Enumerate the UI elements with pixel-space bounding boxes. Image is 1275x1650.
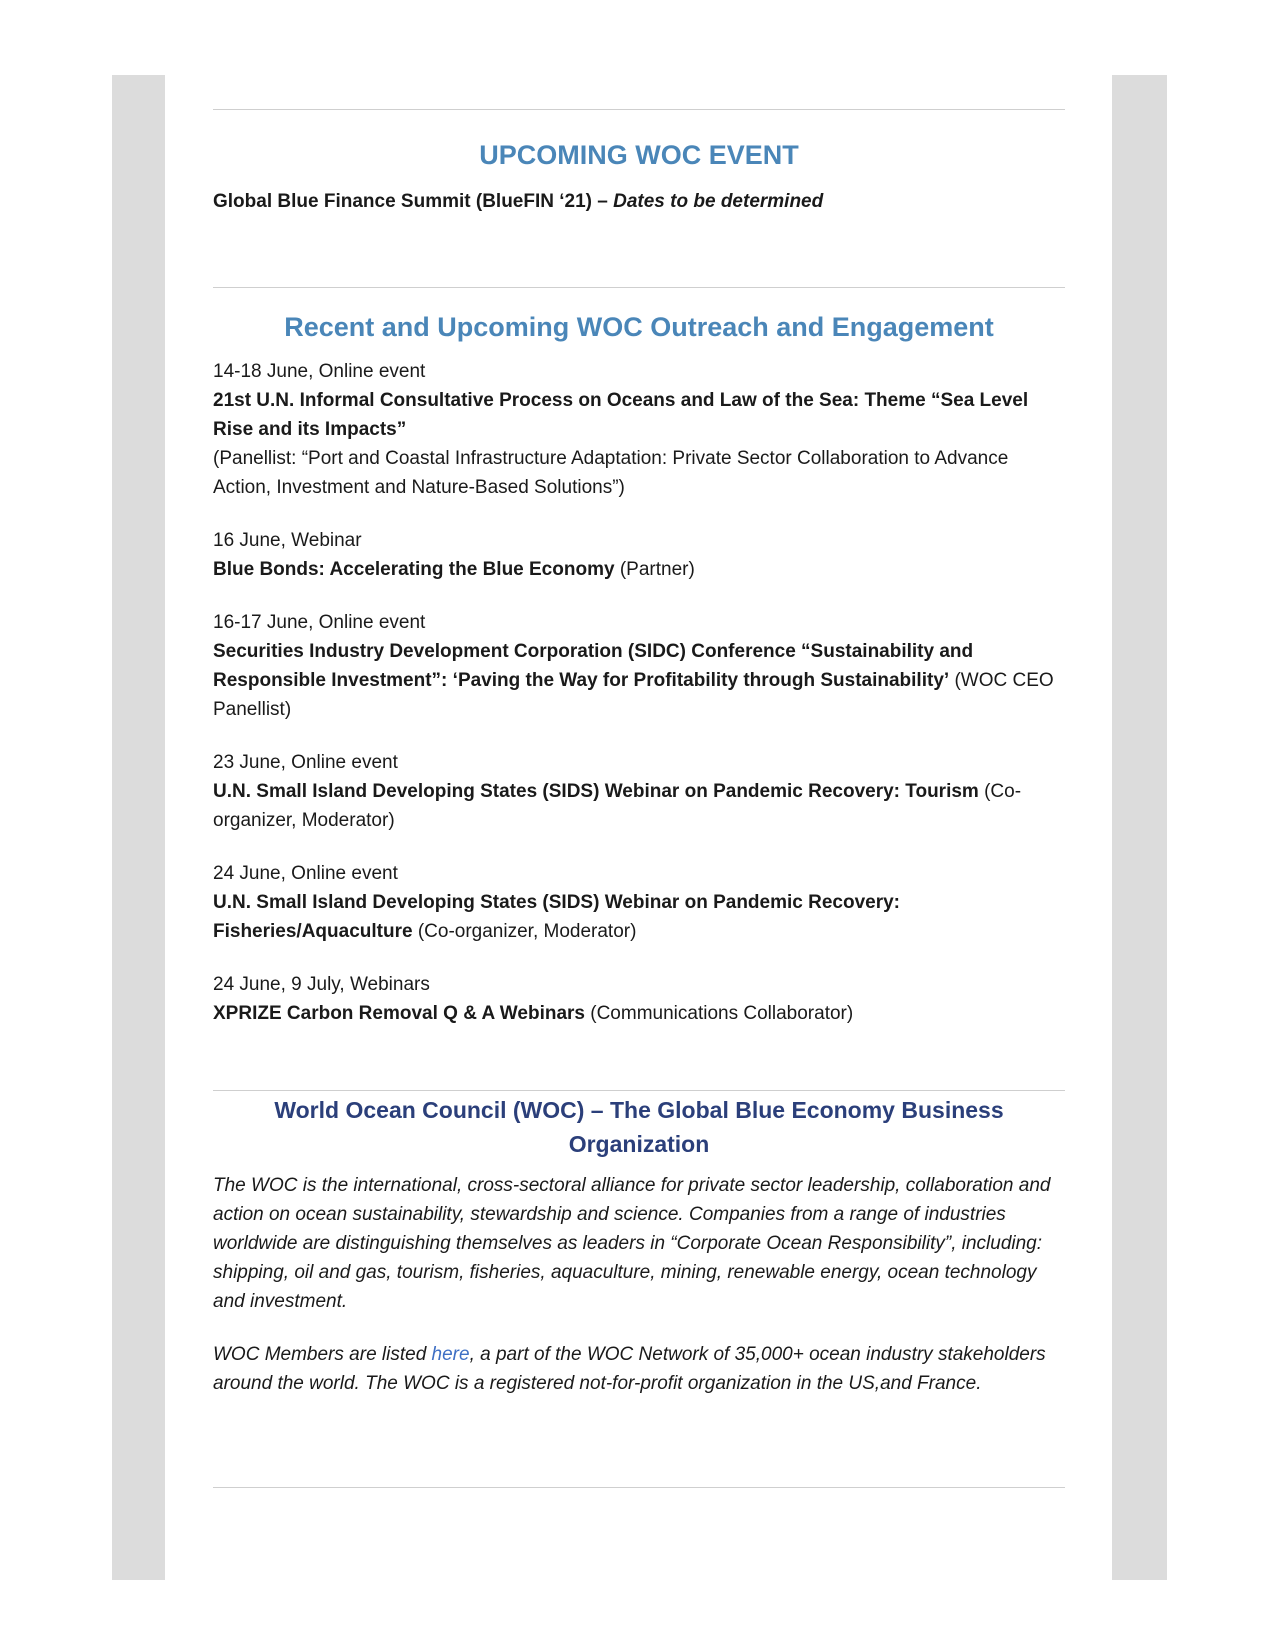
event-title: U.N. Small Island Developing States (SIDS) Webinar on Pandemic Recovery: Tourism (213, 781, 979, 802)
event-date: 16-17 June, Online event (213, 612, 426, 633)
upcoming-event-line (213, 189, 1065, 215)
event-item (213, 526, 1065, 584)
about-section (213, 1093, 1065, 1422)
members-text-before: WOC Members are listed (213, 1344, 432, 1365)
event-item (213, 970, 1065, 1028)
event-date: 24 June, Online event (213, 863, 398, 884)
event-item (213, 859, 1065, 946)
event-list (213, 357, 1065, 1028)
outreach-heading: Recent and Upcoming WOC Outreach and Engagement (284, 312, 994, 342)
event-role: (Co-organizer, Moderator) (412, 921, 637, 942)
event-date: 16 June, Webinar (213, 530, 362, 551)
content-column (165, 75, 1112, 1580)
upcoming-section (213, 140, 1065, 215)
about-paragraph: The WOC is the international, cross-sectoral alliance for private sector leadership, collaboration and action on ocean sustainability, stewardship and science. Companies from a range of industries worldwide are distinguishing themselves as leaders in “Corporate Ocean Responsibility”, including: shipping, oil and gas, tourism, fisheries, aquaculture, mining, renewable energy, ocean technology and investment. (213, 1175, 1051, 1312)
event-role: (Panellist: “Port and Coastal Infrastructure Adaptation: Private Sector Collaboration to Advance Action, Investment and Nature-Based Solutions”) (213, 448, 1009, 498)
event-role: (Partner) (614, 559, 695, 580)
event-role: (Communications Collaborator) (584, 1003, 854, 1024)
event-date: 23 June, Online event (213, 752, 398, 773)
event-item (213, 748, 1065, 835)
event-item (213, 357, 1065, 502)
event-date: 24 June, 9 July, Webinars (213, 974, 430, 995)
event-title: U.N. Small Island Developing States (SIDS) Webinar on Pandemic Recovery: Fisheries/Aquaculture (213, 892, 900, 942)
event-title: 21st U.N. Informal Consultative Process on Oceans and Law of the Sea: Theme “Sea Level Rise and its Impacts” (213, 390, 1029, 440)
event-role: (WOC CEO Panellist) (213, 670, 1054, 720)
upcoming-heading: UPCOMING WOC EVENT (479, 140, 799, 170)
divider (213, 1487, 1065, 1488)
members-link[interactable]: here (431, 1344, 470, 1365)
event-title: Blue Bonds: Accelerating the Blue Economy (213, 559, 615, 580)
event-item (213, 608, 1065, 724)
event-title: Securities Industry Development Corporation (SIDC) Conference “Sustainability and Responsible Investment”: ‘Paving the Way for Profitability through Sustainability’ (213, 641, 974, 691)
upcoming-event-title: Global Blue Finance Summit (BlueFIN ‘21) – (213, 191, 614, 212)
outreach-section (213, 312, 1065, 1052)
divider (213, 287, 1065, 288)
divider (213, 1090, 1065, 1091)
event-date: 14-18 June, Online event (213, 361, 426, 382)
event-role: (Co-organizer, Moderator) (213, 781, 1022, 831)
members-paragraph (213, 1340, 1065, 1398)
upcoming-event-dates: Dates to be determined (613, 191, 824, 212)
about-heading: World Ocean Council (WOC) – The Global Blue Economy Business Organization (274, 1097, 1004, 1157)
divider (213, 109, 1065, 110)
members-text-after: , a part of the WOC Network of 35,000+ ocean industry stakeholders around the world. The WOC is a registered not-for-profit organization in the US,and France. (213, 1344, 1046, 1394)
event-title: XPRIZE Carbon Removal Q & A Webinars (213, 1003, 585, 1024)
